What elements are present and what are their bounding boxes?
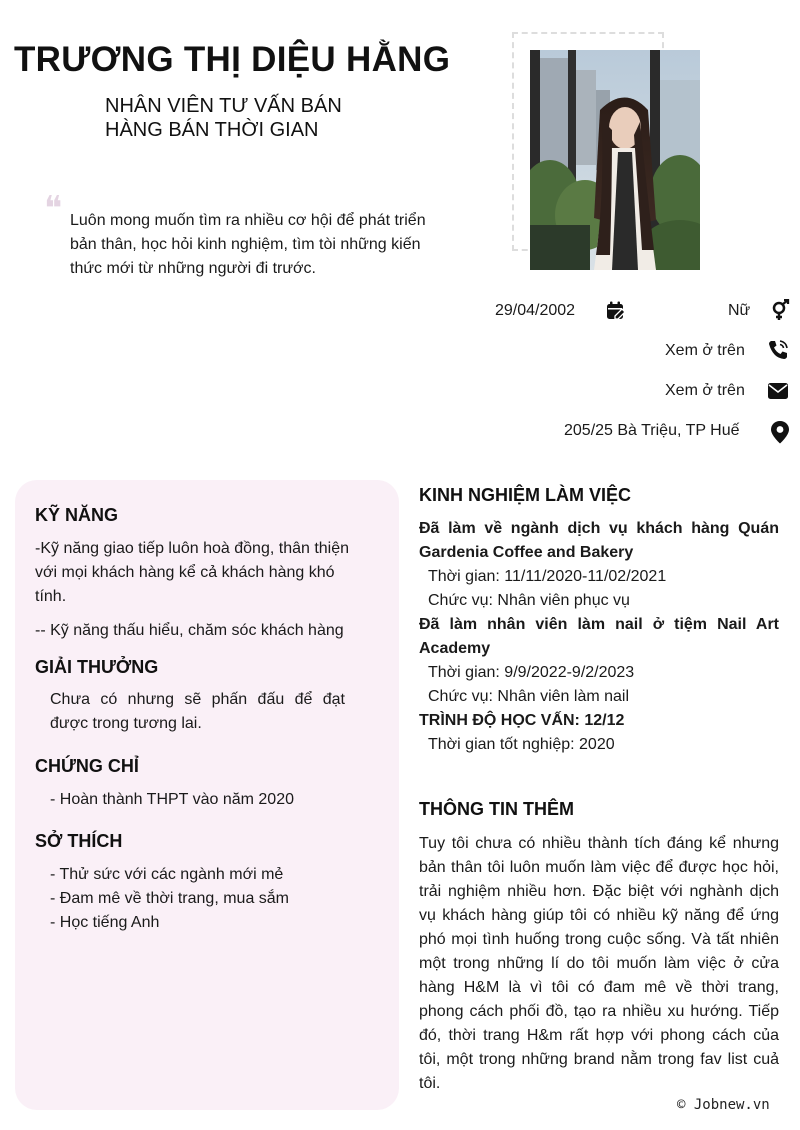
job-title: Đã làm về ngành dịch vụ khách hàng Quán Gardenia Coffee and Bakery: [419, 520, 779, 561]
quote-mark-icon: ❝: [44, 189, 63, 229]
job-title: NHÂN VIÊN TƯ VẤN BÁN HÀNG BÁN THỜI GIAN: [105, 95, 342, 141]
skill-item: -- Kỹ năng thấu hiểu, chăm sóc khách hàng: [35, 622, 344, 639]
hobby-item: - Đam mê về thời trang, mua sắm: [50, 890, 290, 907]
job-position: Chức vụ: Nhân viên làm nail: [428, 688, 630, 705]
left-sidebar-panel: [15, 480, 399, 1110]
envelope-icon: [767, 380, 789, 402]
birthday-value: 29/04/2002: [495, 302, 576, 319]
email-value: Xem ở trên: [665, 382, 745, 399]
job-position: Chức vụ: Nhân viên phục vụ: [428, 592, 630, 609]
skills-heading: KỸ NĂNG: [35, 505, 119, 525]
more-info-heading: THÔNG TIN THÊM: [419, 799, 574, 819]
map-pin-icon: [769, 420, 791, 442]
gender-icon: [770, 299, 792, 321]
certificates-heading: CHỨNG CHỈ: [35, 756, 139, 776]
job-time: Thời gian: 9/9/2022-9/2/2023: [428, 664, 635, 681]
certificate-item: - Hoàn thành THPT vào năm 2020: [50, 791, 294, 808]
footer-copyright: © Jobnew.vn: [677, 1097, 770, 1113]
profile-photo: [530, 50, 700, 270]
candidate-name: TRƯƠNG THỊ DIỆU HẰNG: [14, 40, 451, 79]
education-title: TRÌNH ĐỘ HỌC VẤN: 12/12: [419, 712, 625, 729]
career-objective: Luôn mong muốn tìm ra nhiều cơ hội để phát triển bản thân, học hỏi kinh nghiệm, tìm tòi những kiến thức mới từ những người đi trước.: [70, 212, 426, 277]
address-value: 205/25 Bà Triệu, TP Huế: [564, 422, 740, 439]
job-time: Thời gian: 11/11/2020-11/02/2021: [428, 568, 667, 585]
awards-heading: GIẢI THƯỞNG: [35, 657, 159, 677]
job-title: Đã làm nhân viên làm nail ở tiệm Nail Art Academy: [419, 616, 779, 657]
gender-value: Nữ: [728, 302, 751, 319]
hobbies-heading: SỞ THÍCH: [35, 831, 123, 851]
experience-heading: KINH NGHIỆM LÀM VIỆC: [419, 485, 632, 505]
calendar-edit-icon: [605, 300, 627, 322]
hobby-item: - Học tiếng Anh: [50, 914, 160, 931]
skill-item: -Kỹ năng giao tiếp luôn hoà đồng, thân thiện với mọi khách hàng kể cả khách hàng khó tính.: [35, 540, 350, 605]
hobby-item: - Thử sức với các ngành mới mẻ: [50, 866, 284, 883]
phone-icon: [767, 339, 789, 361]
awards-text: Chưa có nhưng sẽ phấn đấu để đạt được trong tương lai.: [50, 691, 345, 732]
phone-value: Xem ở trên: [665, 342, 745, 359]
graduation-year: Thời gian tốt nghiệp: 2020: [428, 736, 615, 753]
more-info-text: Tuy tôi chưa có nhiều thành tích đáng kể nhưng bản thân tôi luôn muốn làm việc để được học hỏi, trải nghiệm nhiều hơn. Đặc biệt với nghành dịch vụ khách hàng giúp tôi có nhiều kỹ năng để ứng phó mọi tình huống trong cuộc sống. Và tất nhiên một trong những lí do tôi muốn làm việc ở cửa hàng H&M là vì tôi có đam mê về thời trang, phong cách phối đồ, tạo ra nhiều xu hướng. Tiếp đó, thời trang H&m rất hợp với phong cách của tôi, một trong những brand nằm trong fav list cuả tôi.: [419, 835, 779, 1092]
